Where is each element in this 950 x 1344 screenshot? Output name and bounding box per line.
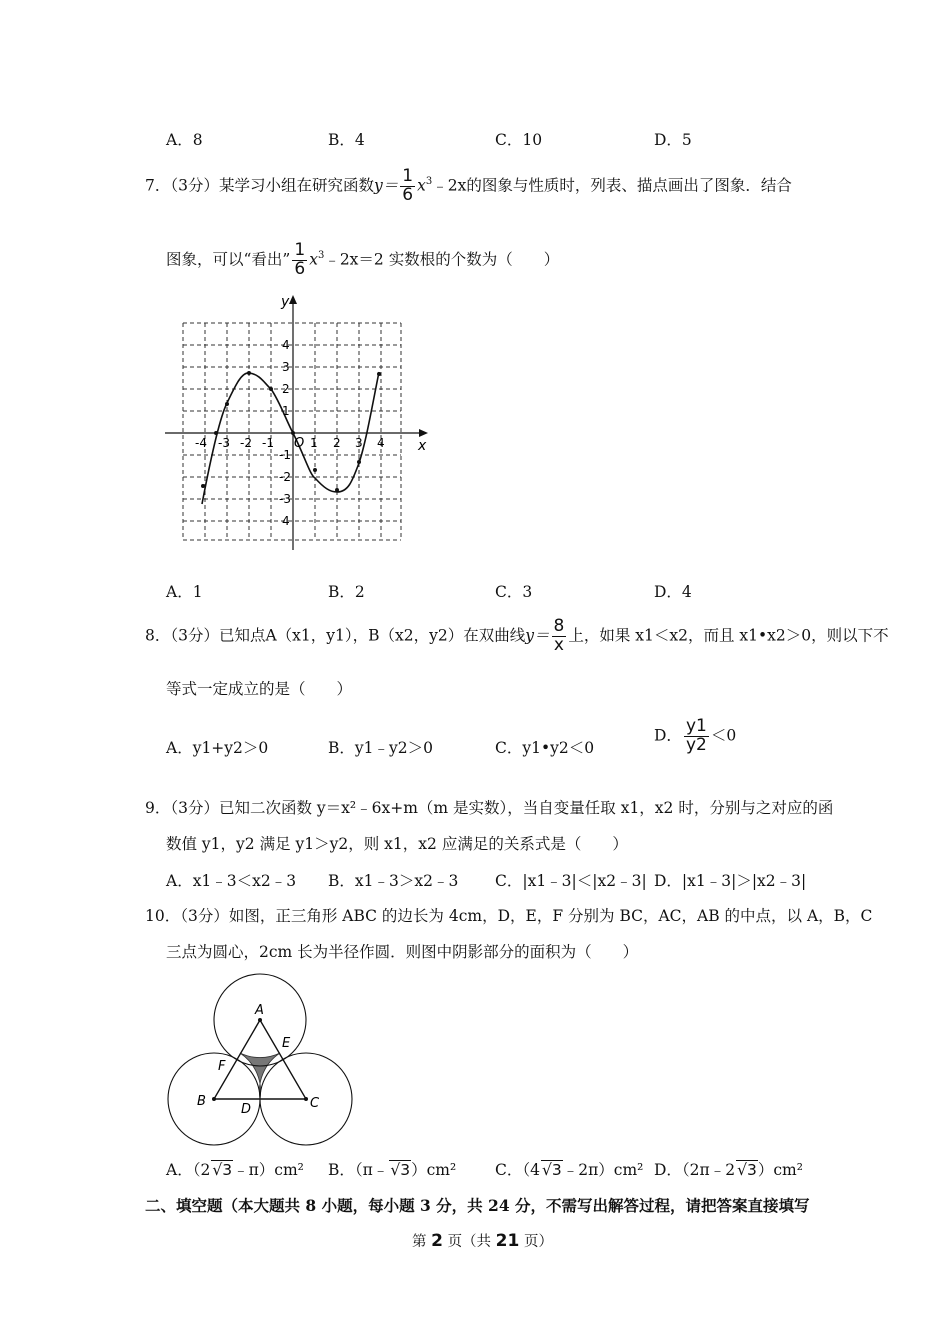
q9-option-a: A．x1﹣3＜x2﹣3 — [166, 872, 297, 890]
q8-opt-d-label: D． — [654, 726, 682, 745]
q10-opt-b-pre: B．（π﹣ — [328, 1161, 389, 1179]
q10-label-c: C — [310, 1096, 320, 1111]
q8-option-d — [654, 718, 736, 755]
q7-option-d: D．4 — [654, 583, 692, 601]
q8-y-eq: y＝ — [525, 626, 550, 645]
footer-mid: 页（共 — [447, 1234, 492, 1250]
page-footer — [412, 1230, 553, 1251]
q7-y-label: y — [281, 294, 290, 310]
q7-function-graph — [160, 292, 440, 557]
q8-prefix: 8．（3分）已知点 — [145, 626, 266, 645]
sqrt-symbol: √3 — [212, 1161, 233, 1179]
q10-label-b: B — [197, 1094, 206, 1109]
footer-suffix: 页） — [523, 1234, 553, 1250]
q7-ytick: 2 — [282, 382, 290, 396]
q7-xtick: 4 — [377, 436, 385, 450]
q10-option-b — [328, 1158, 456, 1180]
q10-label-a: A — [255, 1003, 264, 1018]
q7-option-a: A．1 — [166, 583, 203, 601]
q7-xtick: -2 — [240, 436, 252, 450]
footer-total-pages: 21 — [495, 1231, 520, 1251]
q6-option-b: B．4 — [328, 131, 365, 149]
q7-xtick: -1 — [262, 436, 274, 450]
q10-opt-c-radicand: 3 — [551, 1161, 562, 1179]
q7-x-label: x — [418, 438, 427, 454]
q7-y-eq: y＝ — [373, 176, 399, 195]
q8-option-c: C．y1•y2＜0 — [495, 739, 595, 757]
q7-xtick: 1 — [310, 436, 318, 450]
q7-frac2-num: 1 — [294, 240, 306, 260]
q7-line2-x: x — [309, 250, 318, 269]
q7-ytick: -3 — [279, 492, 291, 506]
q8-frac-den: x — [553, 634, 564, 655]
q8-opt-d-fraction — [684, 718, 709, 755]
q9-option-b: B．x1﹣3＞x2﹣3 — [328, 872, 459, 890]
q8-opt-d-num: y1 — [685, 716, 707, 736]
q10-opt-a-pre: A．（2 — [166, 1161, 211, 1179]
q7-line2-prefix: 图象，可以“看出” — [166, 250, 291, 269]
q10-label-f: F — [218, 1059, 226, 1074]
q8-stem-line1 — [145, 618, 889, 655]
q7-ytick: 4 — [282, 338, 290, 352]
q10-opt-c-pre: C．（4 — [495, 1161, 540, 1179]
q6-option-d: D．5 — [654, 131, 692, 149]
q8-frac-num: 8 — [553, 616, 565, 636]
q10-label-e: E — [282, 1036, 291, 1051]
q7-frac2-den: 6 — [294, 258, 306, 279]
q10-label-d: D — [241, 1102, 252, 1117]
q7-fraction-2 — [292, 242, 307, 279]
q7-func-tail: ﹣2x — [432, 176, 467, 195]
q10-opt-b-post: ）cm² — [411, 1161, 457, 1179]
q7-xtick: 3 — [355, 436, 363, 450]
q7-x-axis-arrow — [419, 429, 428, 437]
q8-opt-d-post: ＜0 — [710, 726, 737, 745]
q7-func-x: x — [417, 176, 426, 195]
q10-opt-b-radicand: 3 — [400, 1161, 411, 1179]
sqrt-symbol: √3 — [390, 1161, 411, 1179]
q7-y-axis-arrow — [289, 295, 297, 304]
q7-stem-line1: 7．（3分）某学习小组在研究函数y＝ $\frac{1}{6}$ $x^3﹣2x$的图象与性质时，列表、描点画出了图象．结合 — [145, 166, 792, 205]
q8-option-a: A．y1+y2＞0 — [166, 739, 269, 757]
q7-ytick: -1 — [279, 448, 291, 462]
footer-prefix: 第 — [412, 1234, 427, 1250]
q7-xtick: -4 — [195, 436, 207, 450]
q9-stem-line1: 9．（3分）已知二次函数 y＝x²﹣6x+m（m 是实数），当自变量任取 x1，x2 时，分别与之对应的函 — [145, 799, 834, 817]
q10-opt-d-post: ）cm² — [757, 1161, 803, 1179]
q7-stem-line2: 图象，可以“看出” $\frac{1}{6}$ $x^3﹣2x=2$ 实数根的个数为（ ） — [166, 240, 560, 279]
q10-opt-a-post: ﹣π）cm² — [233, 1161, 304, 1179]
q8-stem-line2: 等式一定成立的是（ ） — [166, 680, 353, 698]
q8-option-b: B．y1﹣y2＞0 — [328, 739, 433, 757]
q10-opt-c-post: ﹣2π）cm² — [562, 1161, 644, 1179]
q7-ytick: 1 — [282, 404, 290, 418]
q10-option-d — [654, 1158, 803, 1180]
q9-option-c: C．|x1﹣3|＜|x2﹣3| — [495, 872, 647, 890]
q8-points: A（x1，y1），B（x2，y2）在双曲线 — [265, 626, 526, 645]
footer-page-number: 2 — [431, 1231, 443, 1251]
q7-xtick: -3 — [218, 436, 230, 450]
q10-opt-d-pre: D．（2π﹣2 — [654, 1161, 736, 1179]
q6-option-c: C．10 — [495, 131, 543, 149]
q7-option-c: C．3 — [495, 583, 533, 601]
q10-opt-d-radicand: 3 — [746, 1161, 757, 1179]
q10-stem-line1: 10．（3分）如图，正三角形 ABC 的边长为 4cm，D，E，F 分别为 BC，AC，AB 的中点，以 A，B，C — [145, 907, 873, 925]
q8-fraction — [552, 618, 567, 655]
q8-suffix: 上，如果 x1＜x2，而且 x1•x2＞0，则以下不 — [568, 626, 889, 645]
q7-ytick: 4 — [282, 514, 290, 528]
q8-opt-d-den: y2 — [685, 734, 707, 755]
q7-origin-label: O — [294, 436, 305, 451]
sqrt-symbol: √3 — [737, 1161, 757, 1179]
q7-frac-den: 6 — [402, 184, 414, 205]
q7-frac-num: 1 — [402, 166, 414, 186]
q7-ytick: -2 — [279, 470, 291, 484]
q10-stem-line2: 三点为圆心，2cm 长为半径作圆．则图中阴影部分的面积为（ ） — [166, 943, 639, 961]
q10-circles-figure — [160, 968, 360, 1148]
q7-ytick: 3 — [282, 360, 290, 374]
q7-line2-tail: ﹣2x＝2 实数根的个数为（ ） — [324, 250, 560, 269]
q7-xtick: 2 — [333, 436, 341, 450]
sqrt-symbol: √3 — [541, 1161, 562, 1179]
q7-suffix: 的图象与性质时，列表、描点画出了图象．结合 — [466, 176, 792, 195]
q7-fraction — [400, 168, 415, 205]
q10-opt-a-radicand: 3 — [222, 1161, 233, 1179]
q7-prefix: 7．（3分）某学习小组在研究函数 — [145, 176, 374, 195]
q9-stem-line2: 数值 y1，y2 满足 y1＞y2，则 x1，x2 应满足的关系式是（ ） — [166, 835, 628, 853]
section-2-heading: 二、填空题（本大题共 8 小题，每小题 3 分，共 24 分，不需写出解答过程，请把答案直接填写 — [145, 1196, 810, 1215]
q6-option-a: A．8 — [166, 131, 203, 149]
q9-option-d: D．|x1﹣3|＞|x2﹣3| — [654, 872, 807, 890]
q10-option-c — [495, 1158, 643, 1180]
q7-option-b: B．2 — [328, 583, 365, 601]
q10-option-a — [166, 1158, 304, 1180]
